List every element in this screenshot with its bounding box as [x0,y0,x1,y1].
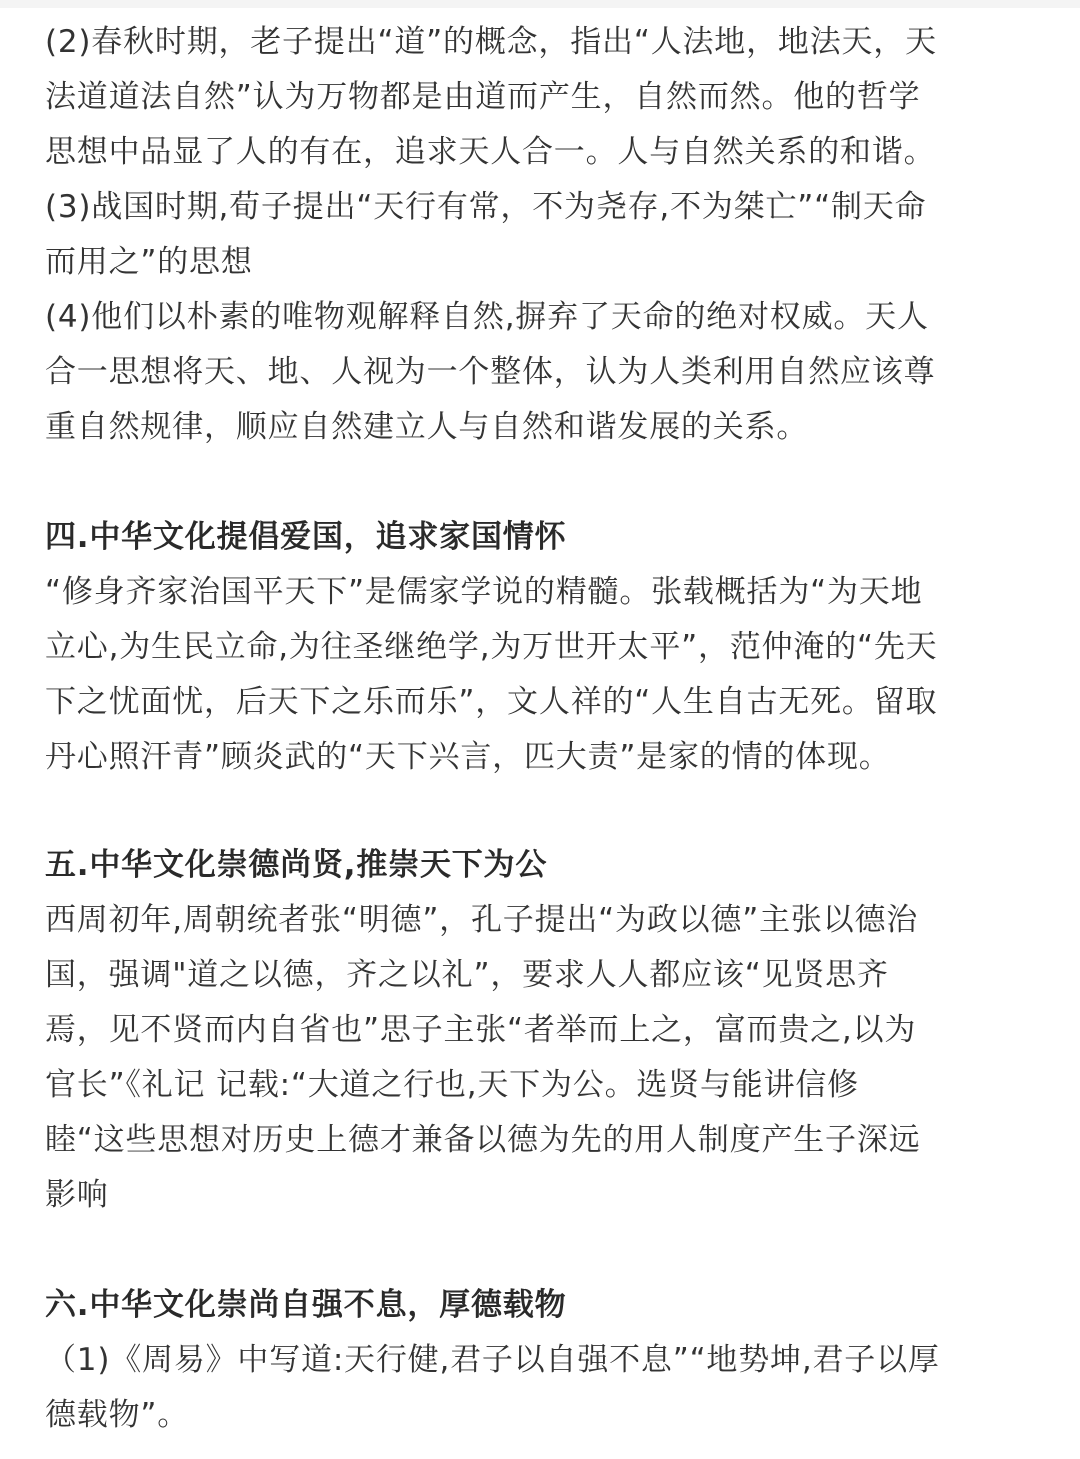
paragraph-line: 而用之”的思想 [45,244,253,280]
paragraph-line: 焉，见不贤而内自省也”思子主张“者举而上之，富而贵之,以为 [45,1012,917,1048]
paragraph-line: 立心,为生民立命,为往圣继绝学,为万世开太平”，范仲淹的“先天 [45,629,938,665]
section-6 [45,1278,1055,1443]
paragraph-line: 官长”《礼记 记载:“大道之行也,天下为公。选贤与能讲信修 [45,1067,859,1103]
section-heading: 六.中华文化崇尚自强不息，厚德载物 [45,1287,567,1323]
paragraph-line: 合一思想将天、地、人视为一个整体，认为人类利用自然应该尊 [45,354,936,390]
paragraph-line: 西周初年,周朝统者张“明德”，孔子提出“为政以德”主张以德治 [45,902,919,938]
paragraph-line: 法道道法自然”认为万物都是由道而产生，自然而然。他的哲学 [45,79,921,115]
section-4 [45,510,1055,785]
section-heading: 四.中华文化提倡爱国，追求家国情怀 [45,519,567,555]
paragraph-line: 重自然规律，顺应自然建立人与自然和谐发展的关系。 [45,409,809,445]
paragraph-line: (2)春秋时期，老子提出“道”的概念，指出“人法地，地法天，天 [45,24,937,60]
paragraph-line: 下之忧面忧，后天下之乐而乐”，文人祥的“人生自古无死。留取 [45,684,938,720]
section-heading: 五.中华文化崇德尚贤,推崇天下为公 [45,847,548,883]
section-3-continued [45,15,1055,455]
paragraph-line: 德载物”。 [45,1397,190,1433]
paragraph-line: 国，强调"道之以德，齐之以礼”，要求人人都应该“见贤思齐 [45,957,889,993]
paragraph-line: 睦“这些思想对历史上德才兼备以德为先的用人制度产生子深远 [45,1122,921,1158]
paragraph-line: （1)《周易》中写道:天行健,君子以自强不息”“地势坤,君子以厚 [45,1342,940,1378]
paragraph-line: 思想中品显了人的有在，追求天人合一。人与自然关系的和谐。 [45,134,936,170]
paragraph-line: 丹心照汗青”顾炎武的“天下兴言，匹大责”是家的情的体现。 [45,739,891,775]
section-5 [45,838,1055,1223]
paragraph-line: “修身齐家治国平天下”是儒家学说的精髓。张载概括为“为天地 [45,574,923,610]
paragraph-line: (4)他们以朴素的唯物观解释自然,摒弃了天命的绝对权威。天人 [45,299,929,335]
paragraph-line: (3)战国时期,荀子提出“天行有常，不为尧存,不为桀亡”“制天命 [45,189,927,225]
paragraph-line: 影响 [45,1177,109,1213]
top-edge [0,0,1080,8]
